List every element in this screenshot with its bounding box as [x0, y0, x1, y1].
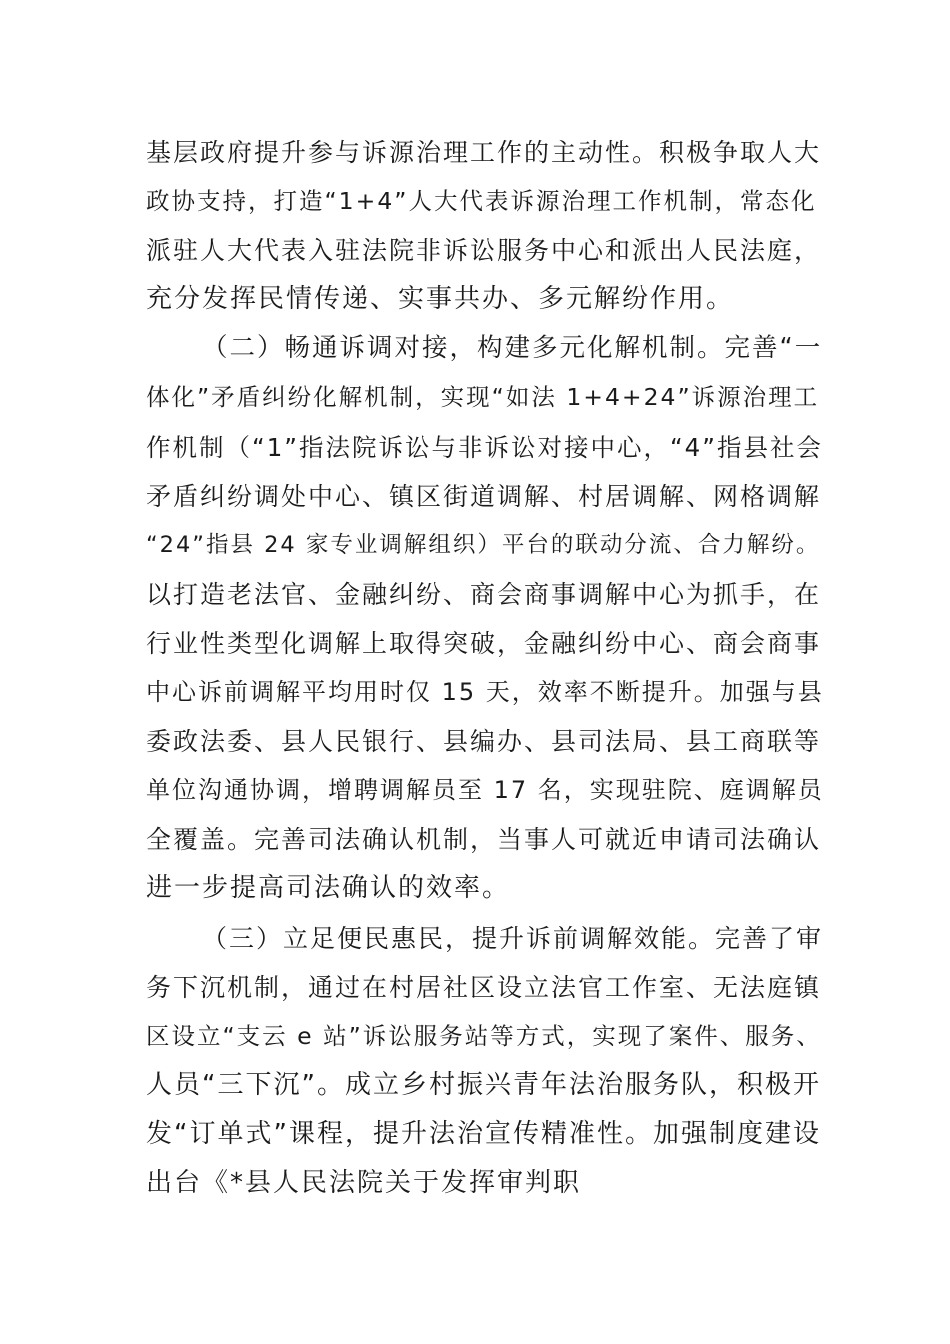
document-body	[146, 128, 826, 1208]
paragraph-line: 人员“三下沉”。成立乡村振兴青年法治服务队，积极开	[146, 1069, 821, 1100]
paragraph-line: 中心诉前调解平均用时仅 15 天，效率不断提升。加强与县	[146, 678, 824, 707]
paragraph-line: 体化”矛盾纠纷化解机制，实现“如法 1+4+24”诉源治理工	[146, 383, 820, 412]
section-heading-line: （二）畅通诉调对接，构建多元化解机制。完善“一	[202, 333, 823, 364]
paragraph-line: 进一步提高司法确认的效率。	[146, 873, 511, 904]
paragraph-line: 区设立“支云 e 站”诉讼服务站等方式，实现了案件、服务、	[146, 1021, 822, 1050]
paragraph-line: 矛盾纠纷调处中心、镇区街道调解、村居调解、网格调解	[146, 481, 822, 511]
paragraph-line: 行业性类型化调解上取得突破，金融纠纷中心、商会商事	[146, 628, 822, 658]
paragraph-line: 以打造老法官、金融纠纷、商会商事调解中心为抓手，在	[146, 579, 822, 609]
paragraph-line: 全覆盖。完善司法确认机制，当事人可就近申请司法确认	[146, 825, 822, 855]
paragraph-line: 出台《*县人民法院关于发挥审判职	[146, 1167, 582, 1198]
section-heading-line: （三）立足便民惠民，提升诉前调解效能。完善了审	[202, 923, 824, 953]
paragraph-line: 单位沟通协调，增聘调解员至 17 名，实现驻院、庭调解员	[146, 776, 824, 805]
paragraph-line: 基层政府提升参与诉源治理工作的主动性。积极争取人大	[146, 138, 822, 167]
paragraph-line: “24”指县 24 家专业调解组织）平台的联动分流、合力解纷。	[146, 531, 821, 558]
paragraph-line: 政协支持，打造“1+4”人大代表诉源治理工作机制，常态化	[146, 187, 817, 216]
paragraph-line: 派驻人大代表入驻法院非诉讼服务中心和派出人民法庭，	[146, 236, 822, 266]
paragraph-line: 发“订单式”课程，提升法治宣传精准性。加强制度建设	[146, 1118, 821, 1149]
paragraph-line: 充分发挥民情传递、实事共办、多元解纷作用。	[146, 284, 735, 315]
paragraph-line: 务下沉机制，通过在村居社区设立法官工作室、无法庭镇	[146, 972, 822, 1002]
paragraph-line: 委政法委、县人民银行、县编办、县司法局、县工商联等	[146, 727, 822, 757]
paragraph-line: 作机制（“1”指法院诉讼与非诉讼对接中心，“4”指县社会	[146, 432, 823, 462]
